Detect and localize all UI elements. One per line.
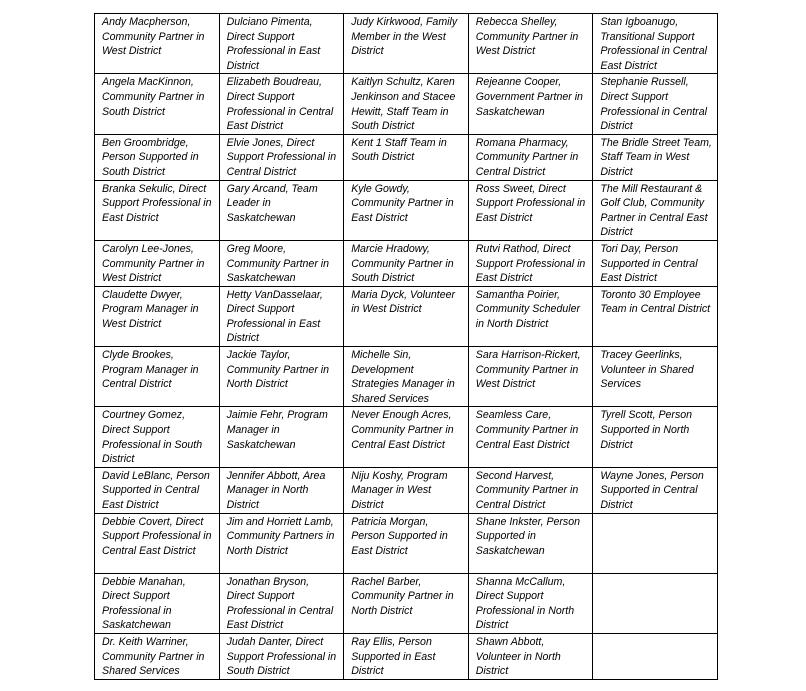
table-cell: Tracey Geerlinks, Volunteer in Shared Services (593, 347, 718, 407)
table-cell: Never Enough Acres, Community Partner in Central East District (344, 407, 469, 467)
table-cell: Judy Kirkwood, Family Member in the West District (344, 14, 469, 74)
table-cell (593, 633, 718, 679)
table-cell: Seamless Care, Community Partner in Central East District (468, 407, 593, 467)
table-cell: Shanna McCallum, Direct Support Professional in North District (468, 573, 593, 633)
table-cell: Romana Pharmacy, Community Partner in Central District (468, 134, 593, 180)
table-cell: Branka Sekulic, Direct Support Professional in East District (95, 180, 220, 240)
table-cell: Kent 1 Staff Team in South District (344, 134, 469, 180)
table-cell: Jennifer Abbott, Area Manager in North District (219, 467, 344, 513)
table-cell: Andy Macpherson, Community Partner in West District (95, 14, 220, 74)
table-cell: Ross Sweet, Direct Support Professional in East District (468, 180, 593, 240)
table-cell: Second Harvest, Community Partner in Central District (468, 467, 593, 513)
table-cell: Ben Groombridge, Person Supported in South District (95, 134, 220, 180)
table-row (95, 180, 718, 240)
names-table (94, 13, 718, 680)
table-cell: Jackie Taylor, Community Partner in North District (219, 347, 344, 407)
table-row (95, 134, 718, 180)
table-cell (593, 573, 718, 633)
table-row (95, 407, 718, 467)
table-cell: Dulciano Pimenta, Direct Support Professional in East District (219, 14, 344, 74)
table-cell: Debbie Manahan, Direct Support Professional in Saskatchewan (95, 573, 220, 633)
table-cell: Dr. Keith Warriner, Community Partner in Shared Services (95, 633, 220, 679)
table-cell: Tyrell Scott, Person Supported in North District (593, 407, 718, 467)
table-cell: The Mill Restaurant & Golf Club, Community Partner in Central East District (593, 180, 718, 240)
table-cell: Rejeanne Cooper, Government Partner in Saskatchewan (468, 74, 593, 134)
table-cell: Stephanie Russell, Direct Support Professional in Central District (593, 74, 718, 134)
table-cell: Marcie Hradowy, Community Partner in South District (344, 240, 469, 286)
table-cell: Courtney Gomez, Direct Support Professional in South District (95, 407, 220, 467)
table-cell: Maria Dyck, Volunteer in West District (344, 286, 469, 346)
table-cell: David LeBlanc, Person Supported in Central East District (95, 467, 220, 513)
table-cell: Debbie Covert, Direct Support Professional in Central East District (95, 513, 220, 573)
table-row (95, 14, 718, 74)
table-cell: Rachel Barber, Community Partner in North District (344, 573, 469, 633)
table-row (95, 74, 718, 134)
table-cell: Clyde Brookes, Program Manager in Central District (95, 347, 220, 407)
table-row (95, 573, 718, 633)
table-cell: Carolyn Lee-Jones, Community Partner in West District (95, 240, 220, 286)
table-cell: Rutvi Rathod, Direct Support Professional in East District (468, 240, 593, 286)
table-cell: Kaitlyn Schultz, Karen Jenkinson and Stacee Hewitt, Staff Team in South District (344, 74, 469, 134)
table-cell: Jaimie Fehr, Program Manager in Saskatchewan (219, 407, 344, 467)
table-cell: Shane Inkster, Person Supported in Saskatchewan (468, 513, 593, 573)
table-cell: Samantha Poirier, Community Scheduler in North District (468, 286, 593, 346)
table-cell: Claudette Dwyer, Program Manager in West District (95, 286, 220, 346)
table-row (95, 513, 718, 573)
table-cell: Niju Koshy, Program Manager in West District (344, 467, 469, 513)
table-cell: Judah Danter, Direct Support Professional in South District (219, 633, 344, 679)
table-cell: Gary Arcand, Team Leader in Saskatchewan (219, 180, 344, 240)
table-cell: Shawn Abbott, Volunteer in North District (468, 633, 593, 679)
table-cell: Jonathan Bryson, Direct Support Professional in Central East District (219, 573, 344, 633)
table-cell (593, 513, 718, 573)
table-cell: Angela MacKinnon, Community Partner in South District (95, 74, 220, 134)
table-cell: Patricia Morgan, Person Supported in East District (344, 513, 469, 573)
table-cell: Wayne Jones, Person Supported in Central District (593, 467, 718, 513)
table-cell: Elizabeth Boudreau, Direct Support Professional in Central East District (219, 74, 344, 134)
table-cell: Michelle Sin, Development Strategies Manager in Shared Services (344, 347, 469, 407)
table-cell: Greg Moore, Community Partner in Saskatchewan (219, 240, 344, 286)
table-cell: The Bridle Street Team, Staff Team in West District (593, 134, 718, 180)
table-cell: Stan Igboanugo, Transitional Support Professional in Central East District (593, 14, 718, 74)
table-cell: Toronto 30 Employee Team in Central District (593, 286, 718, 346)
table-cell: Jim and Horriett Lamb, Community Partners in North District (219, 513, 344, 573)
table-cell: Rebecca Shelley, Community Partner in West District (468, 14, 593, 74)
table-row (95, 467, 718, 513)
table-cell: Hetty VanDasselaar, Direct Support Professional in East District (219, 286, 344, 346)
table-cell: Kyle Gowdy, Community Partner in East District (344, 180, 469, 240)
names-table-body (95, 14, 718, 680)
table-cell: Tori Day, Person Supported in Central East District (593, 240, 718, 286)
table-row (95, 633, 718, 679)
table-cell: Ray Ellis, Person Supported in East District (344, 633, 469, 679)
table-cell: Elvie Jones, Direct Support Professional in Central District (219, 134, 344, 180)
table-row (95, 240, 718, 286)
table-row (95, 347, 718, 407)
table-row (95, 286, 718, 346)
table-cell: Sara Harrison-Rickert, Community Partner in West District (468, 347, 593, 407)
